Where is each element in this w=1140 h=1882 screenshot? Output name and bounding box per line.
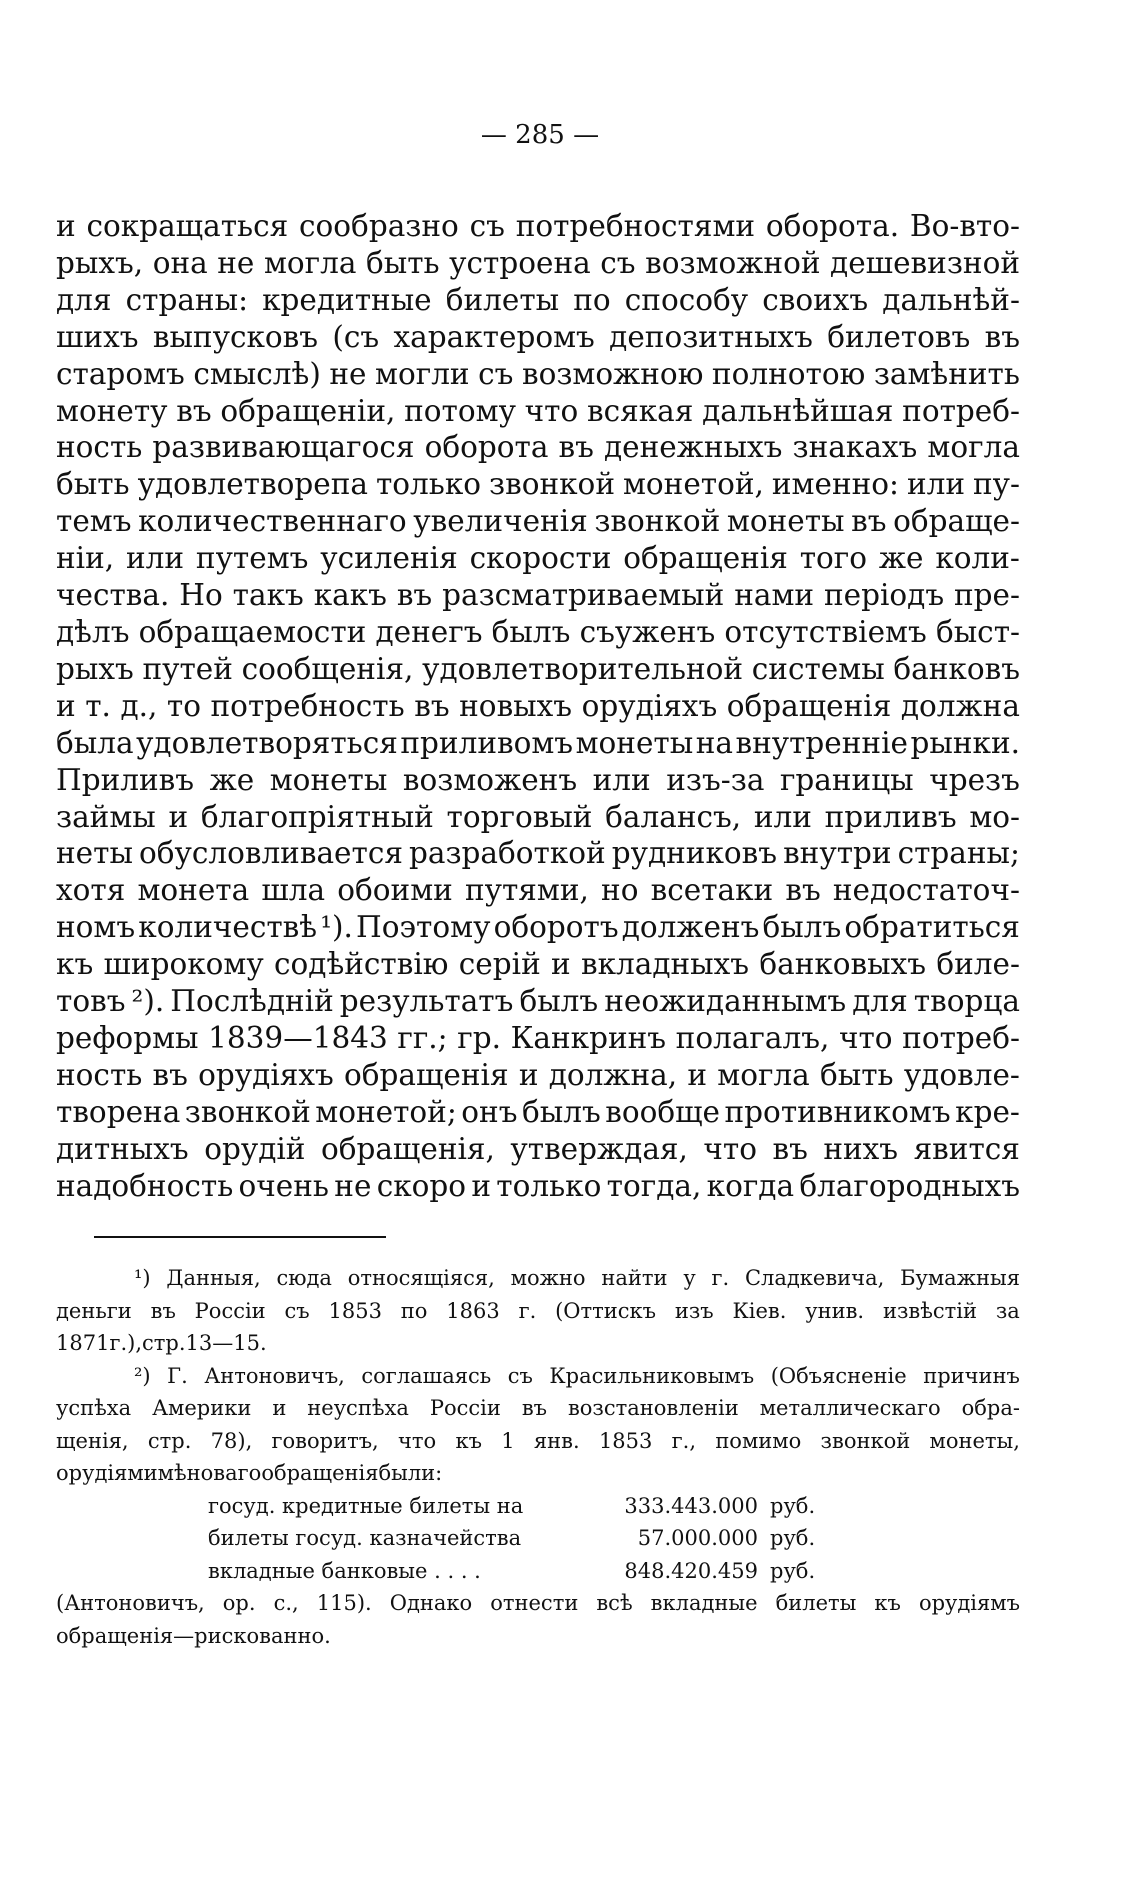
text-line: номъ количествѣ ¹). Поэтому оборотъ долженъ былъ обратиться: [56, 910, 1020, 945]
footnote-line: орудіями мѣноваго обращенія были:: [56, 1461, 443, 1485]
footnote-table: [56, 1490, 1020, 1588]
text-line: ность развивающагося оборота въ денежныхъ знакахъ могла: [56, 430, 1020, 465]
footnote-line: щенія, стр. 78), говоритъ, что къ 1 янв. 1853 г., помимо звонкой монеты,: [56, 1428, 1020, 1453]
table-cell-label: госуд. кредитные билеты на: [208, 1493, 524, 1518]
footnote-table-row: [56, 1555, 1020, 1588]
text-line: Приливъ же монеты возможенъ или изъ-за границы чрезъ: [56, 762, 1020, 797]
text-line: къ широкому содѣйствію серій и вкладныхъ банковыхъ биле-: [56, 947, 1020, 982]
footnote-table-row: [56, 1522, 1020, 1555]
text-line: чества. Но такъ какъ въ разсматриваемый нами періодъ пре-: [56, 578, 1020, 613]
text-line: шихъ выпусковъ (съ характеромъ депозитныхъ билетовъ въ: [56, 319, 1020, 354]
footnote-2: [56, 1360, 1020, 1490]
text-line: старомъ смыслѣ) не могли съ возможною полнотою замѣнить: [56, 356, 1020, 391]
footnote-line: успѣха Америки и неуспѣха Россіи въ возстановленіи металлическаго обра-: [56, 1396, 1020, 1420]
footnotes: [56, 1262, 1020, 1652]
text-line: ность въ орудіяхъ обращенія и должна, и могла быть удовле-: [56, 1057, 1020, 1092]
footnote-line: (Антоновичъ, ор. с., 115). Однако отнести всѣ вкладные билеты къ орудіямъ: [56, 1591, 1020, 1615]
text-line: была удовлетворяться приливомъ монеты на внутренніе рынки.: [56, 725, 1020, 760]
text-line: дѣлъ обращаемости денегъ былъ съуженъ отсутствіемъ быст-: [56, 614, 1020, 649]
text-line: займы и благопріятный торговый балансъ, или приливъ мо-: [56, 799, 1020, 834]
text-line: реформы 1839—1843 гг.; гр. Канкринъ полагалъ, что потреб-: [56, 1020, 1020, 1055]
table-cell-unit: руб.: [770, 1493, 816, 1518]
text-line: для страны: кредитные билеты по способу своихъ дальнѣй-: [56, 282, 1020, 317]
text-line: рыхъ, она не могла быть устроена съ возможной дешевизной: [56, 245, 1020, 280]
table-cell-label: билеты госуд. казначейства: [208, 1526, 522, 1550]
footnote-separator-rule: [94, 1236, 386, 1238]
text-line: дитныхъ орудій обращенія, утверждая, что въ нихъ явится: [56, 1131, 1020, 1166]
text-line: неты обусловливается разработкой рудниковъ внутри страны;: [56, 836, 1020, 871]
footnote-line: ¹) Данныя, сюда относящіяся, можно найти у г. Сладкевича, Бумажныя: [134, 1266, 1020, 1290]
table-cell-label: вкладные банковые . . . .: [208, 1558, 481, 1583]
text-line: рыхъ путей сообщенія, удовлетворительной системы банковъ: [56, 651, 1020, 686]
text-line: надобность очень не скоро и только тогда, когда благородныхъ: [56, 1168, 1020, 1203]
footnote-table-row: [56, 1490, 1020, 1523]
text-line: и сокращаться сообразно съ потребностями оборота. Во-вто-: [56, 209, 1020, 243]
table-cell-amount: 848.420.459: [624, 1558, 758, 1583]
footnote-1: [56, 1262, 1020, 1360]
text-line: товъ ²). Послѣдній результатъ былъ неожиданнымъ для творца: [56, 984, 1020, 1019]
text-line: темъ количественнаго увеличенія звонкой монеты въ обраще-: [56, 504, 1020, 539]
page-number: — 285 —: [480, 120, 600, 150]
text-line: ніи, или путемъ усиленія скорости обращенія того же коли-: [56, 541, 1020, 576]
text-line: монету въ обращеніи, потому что всякая дальнѣйшая потреб-: [56, 393, 1020, 428]
table-cell-unit: руб.: [770, 1558, 816, 1583]
footnote-2-tail: [56, 1587, 1020, 1652]
text-line: и т. д., то потребность въ новыхъ орудіяхъ обращенія должна: [56, 688, 1020, 723]
text-line: творена звонкой монетой; онъ былъ вообще противникомъ кре-: [56, 1094, 1020, 1129]
text-line: быть удовлетворепа только звонкой монетой, именно: или пу-: [56, 467, 1020, 502]
table-cell-amount: 57.000.000: [637, 1526, 758, 1550]
footnote-line: деньги въ Россіи съ 1853 по 1863 г. (Оттискъ изъ Кіев. унив. извѣстій за: [56, 1298, 1020, 1323]
table-cell-amount: 333.443.000: [624, 1493, 758, 1518]
footnote-line: обращенія—рискованно.: [56, 1623, 331, 1648]
footnote-line: 1871 г.), стр. 13—15.: [56, 1331, 267, 1355]
text-line: хотя монета шла обоими путями, но всетаки въ недостаточ-: [56, 873, 1020, 908]
footnote-line: ²) Г. Антоновичъ, соглашаясь съ Красильниковымъ (Объясненіе причинъ: [134, 1363, 1020, 1388]
table-cell-unit: руб.: [770, 1526, 816, 1550]
main-text-body: [56, 208, 1020, 1204]
